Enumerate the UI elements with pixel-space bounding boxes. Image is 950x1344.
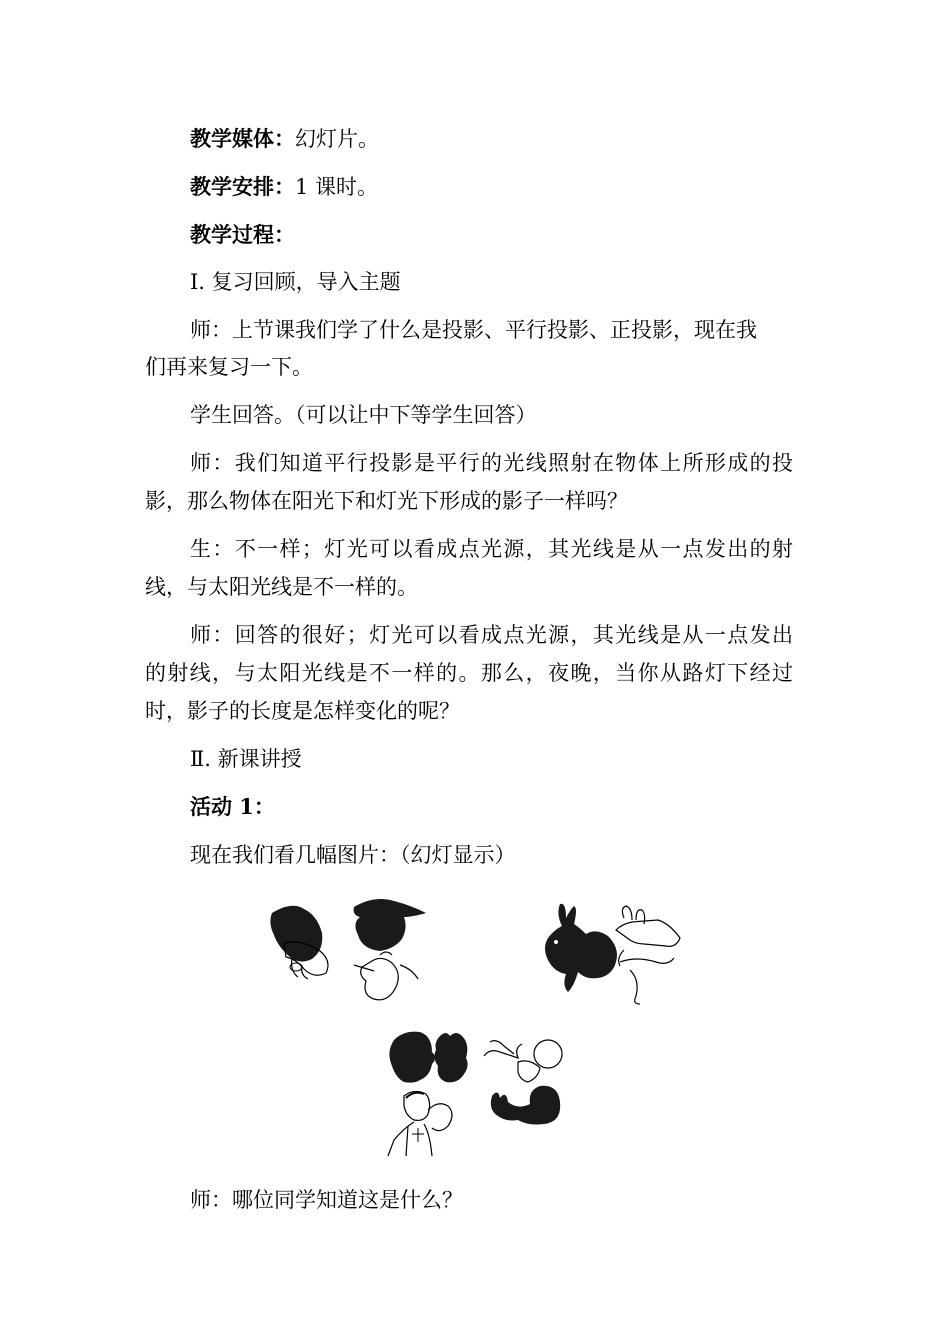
- section2-numeral: Ⅱ: [190, 747, 205, 771]
- process-heading: 教学过程：: [190, 222, 295, 247]
- hand-shadow-rabbit-icon: [540, 900, 685, 1010]
- hand-shadow-head-icon: [262, 895, 437, 1015]
- p2-line1: 学生回答。（可以让中下等学生回答）: [190, 403, 537, 427]
- p5-line1: 师：回答的很好；灯光可以看成点光源，其光线是从一点发出: [190, 623, 793, 647]
- p4-line2: 线，与太阳光线是不一样的。: [145, 575, 418, 599]
- p7-line1: 师：哪位同学知道这是什么？: [190, 1188, 463, 1212]
- hand-shadow-child-icon: [384, 1030, 479, 1160]
- hand-shadow-figure-3: [384, 1030, 479, 1160]
- p3-line2: 影，那么物体在阳光下和灯光下形成的影子一样吗？: [145, 489, 628, 513]
- media-line: [190, 124, 379, 154]
- section1-title: . 复习回顾，导入主题: [198, 270, 401, 294]
- section2-title: . 新课讲授: [204, 747, 302, 771]
- p5-line2: 的射线，与太阳光线是不一样的。那么，夜晚，当你从路灯下经过: [145, 661, 793, 685]
- media-value: 幻灯片。: [295, 127, 379, 151]
- schedule-line: [190, 172, 378, 202]
- schedule-label: 教学安排：: [190, 174, 295, 199]
- activity-heading: 活动 1：: [190, 794, 275, 819]
- hand-shadow-figure-2: [540, 900, 685, 1010]
- p3-line1: 师：我们知道平行投影是平行的光线照射在物体上所形成的投: [190, 451, 793, 475]
- p6-line1: 现在我们看几幅图片：（幻灯显示）: [190, 843, 516, 867]
- schedule-value: 1 课时。: [295, 175, 379, 199]
- section1-numeral: Ⅰ: [190, 270, 199, 294]
- media-label: 教学媒体：: [190, 126, 295, 151]
- hand-shadow-figure-1: [262, 895, 437, 1015]
- section2-heading: [190, 744, 302, 774]
- p5-line3: 时，影子的长度是怎样变化的呢？: [145, 699, 460, 723]
- hand-shadow-animal-icon: [478, 1032, 568, 1132]
- hand-shadow-figure-4: [478, 1032, 568, 1132]
- p4-line1: 生：不一样；灯光可以看成点光源，其光线是从一点发出的射: [190, 537, 793, 561]
- section1-heading: [190, 267, 401, 297]
- p1-line1: 师：上节课我们学了什么是投影、平行投影、正投影，现在我: [190, 318, 757, 342]
- p1-line2: 们再来复习一下。: [145, 355, 313, 379]
